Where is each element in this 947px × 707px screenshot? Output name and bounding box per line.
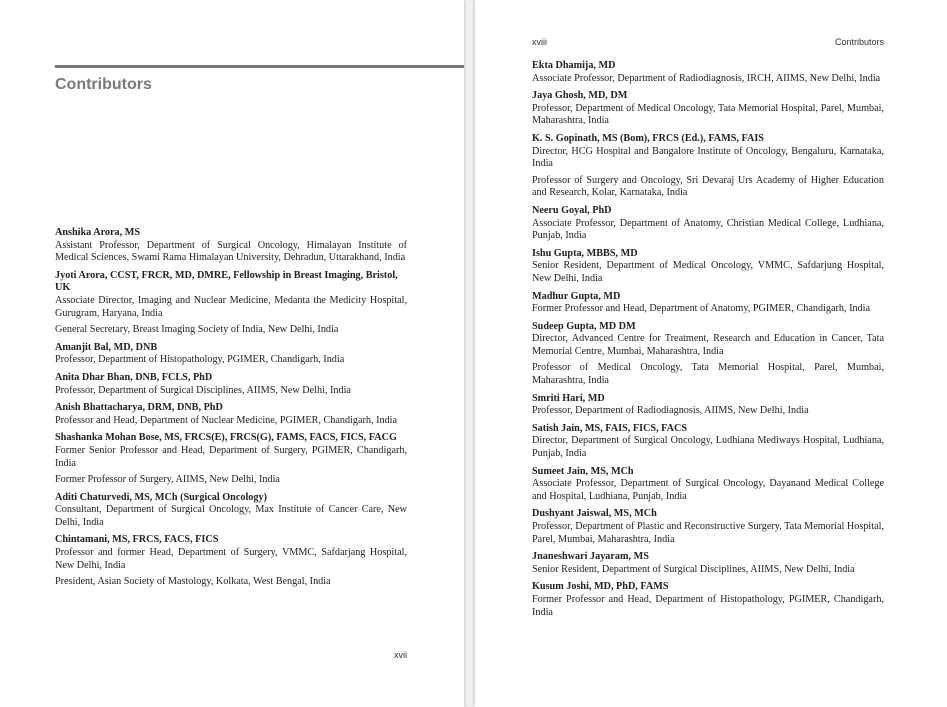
title-rule: [55, 65, 464, 68]
contributor-affiliation: Director, HCG Hospital and Bangalore Institute of Oncology, Bengaluru, Karnataka, India: [532, 145, 884, 170]
contributor-entry: [532, 291, 884, 316]
contributor-entry: [532, 321, 884, 388]
contributor-name: K. S. Gopinath, MS (Bom), FRCS (Ed.), FAMS, FAIS: [532, 132, 764, 144]
contributor-name: Kusum Joshi, MD, PhD, FAMS: [532, 581, 669, 593]
contributor-entry: [532, 248, 884, 286]
contributor-entry: [55, 342, 407, 367]
contributor-entry: [55, 534, 407, 588]
contributor-name: Jnaneshwari Jayaram, MS: [532, 551, 649, 563]
contributor-name: Smriti Hari, MD: [532, 392, 605, 404]
contributor-entry: [532, 466, 884, 504]
contributor-name: Ekta Dhamija, MD: [532, 60, 616, 71]
running-head: Contributors: [834, 37, 884, 47]
contributor-affiliation: Professor, Department of Radiodiagnosis, AIIMS, New Delhi, India: [532, 405, 809, 417]
page-number: xvii: [394, 650, 407, 660]
contributor-entry: [532, 205, 884, 243]
contributor-affiliation: Director, Advanced Centre for Treatment, Research and Education in Cancer, Tata Memorial Centre, Mumbai, Maharashtra, India: [532, 333, 884, 357]
contributor-affiliation: General Secretary, Breast Imaging Society of India, New Delhi, India: [55, 324, 339, 336]
right-page: [475, 0, 947, 707]
contributor-name: Anita Dhar Bhan, DNB, FCLS, PhD: [55, 371, 213, 383]
contributor-name: Satish Jain, MS, FAIS, FICS, FACS: [532, 422, 688, 434]
contributor-affiliation: Director, Department of Surgical Oncology, Ludhiana Mediways Hospital, Ludhiana, Punjab, India: [532, 435, 884, 460]
contributor-name: Jaya Ghosh, MD, DM: [532, 90, 628, 102]
contributor-name: Shashanka Mohan Bose, MS, FRCS(E), FRCS(G), FAMS, FACS, FICS, FACG: [55, 432, 397, 444]
contributor-affiliation: Professor of Medical Oncology, Tata Memorial Hospital, Parel, Mumbai, Maharashtra, India: [532, 362, 884, 387]
contributor-entry: [532, 133, 884, 200]
contributor-name: Amanjit Bal, MD, DNB: [55, 341, 158, 353]
contributor-entry: [532, 90, 884, 128]
left-page: [0, 0, 464, 707]
contributor-name: Jyoti Arora, CCST, FRCR, MD, DMRE, Fellowship in Breast Imaging, Bristol, UK: [55, 269, 398, 294]
contributor-name: Anish Bhattacharya, DRM, DNB, PhD: [55, 402, 223, 414]
contributor-affiliation: President, Asian Society of Mastology, Kolkata, West Bengal, India: [55, 576, 331, 588]
contributor-affiliation: Associate Professor, Department of Radiodiagnosis, IRCH, AIIMS, New Delhi, India: [532, 72, 881, 84]
contributor-list-left: [55, 227, 407, 594]
contributor-name: Dushyant Jaiswal, MS, MCh: [532, 508, 657, 520]
contributor-affiliation: Associate Professor, Department of Surgical Oncology, Dayanand Medical College and Hospital, Ludhiana, Punjab, India: [532, 478, 884, 502]
contributor-entry: [55, 270, 407, 337]
contributor-affiliation: Professor, Department of Histopathology, PGIMER, Chandigarh, India: [55, 354, 345, 366]
contributor-entry: [55, 402, 407, 427]
contributor-affiliation: Consultant, Department of Surgical Oncology, Max Institute of Cancer Care, New Delhi, India: [55, 504, 407, 528]
contributor-entry: [55, 372, 407, 397]
contributor-list-right: [532, 60, 884, 624]
contributor-affiliation: Professor, Department of Surgical Disciplines, AIIMS, New Delhi, India: [55, 384, 351, 396]
contributor-affiliation: Associate Director, Imaging and Nuclear Medicine, Medanta the Medicity Hospital, Gurugram, Haryana, India: [55, 294, 407, 319]
contributor-name: Anshika Arora, MS: [55, 227, 141, 238]
page-number: xviii: [532, 37, 547, 47]
contributor-affiliation: Former Professor of Surgery, AIIMS, New Delhi, India: [55, 474, 280, 486]
contributor-affiliation: Associate Professor, Department of Anatomy, Christian Medical College, Ludhiana, Punjab, India: [532, 217, 884, 242]
contributor-name: Neeru Goyal, PhD: [532, 204, 612, 216]
contributor-entry: [532, 551, 884, 576]
contributor-affiliation: Professor and former Head, Department of Surgery, VMMC, Safdarjang Hospital, New Delhi, India: [55, 547, 407, 571]
contributor-name: Madhur Gupta, MD: [532, 290, 621, 302]
contributor-affiliation: Assistant Professor, Department of Surgical Oncology, Himalayan Institute of Medical Sciences, Swami Rama Himalayan University, Dehradun, Uttarakhand, India: [55, 239, 407, 264]
contributor-name: Aditi Chaturvedi, MS, MCh (Surgical Oncology): [55, 491, 267, 503]
contributor-name: Sudeep Gupta, MD DM: [532, 320, 636, 332]
contributor-entry: [532, 581, 884, 619]
contributor-entry: [532, 423, 884, 461]
contributor-affiliation: Senior Resident, Department of Surgical Disciplines, AIIMS, New Delhi, India: [532, 563, 855, 575]
contributor-entry: [532, 393, 884, 418]
contributor-affiliation: Professor, Department of Medical Oncology, Tata Memorial Hospital, Parel, Mumbai, Maharashtra, India: [532, 102, 884, 127]
contributor-affiliation: Former Senior Professor and Head, Department of Surgery, PGIMER, Chandigarh, India: [55, 444, 407, 469]
contributor-name: Chintamani, MS, FRCS, FACS, FICS: [55, 534, 219, 546]
page-title: Contributors: [55, 76, 152, 93]
contributor-entry: [532, 60, 884, 85]
contributor-affiliation: Senior Resident, Department of Medical Oncology, VMMC, Safdarjung Hospital, New Delhi, India: [532, 260, 884, 284]
contributor-name: Sumeet Jain, MS, MCh: [532, 465, 634, 477]
contributor-affiliation: Former Professor and Head, Department of Histopathology, PGIMER, Chandigarh, India: [532, 593, 884, 618]
contributor-name: Ishu Gupta, MBBS, MD: [532, 247, 638, 259]
contributor-entry: [55, 227, 407, 265]
contributor-affiliation: Professor, Department of Plastic and Reconstructive Surgery, Tata Memorial Hospital, Parel, Mumbai, Maharashtra, India: [532, 521, 884, 545]
contributor-entry: [55, 432, 407, 486]
contributor-affiliation: Professor of Surgery and Oncology, Sri Devaraj Urs Academy of Higher Education and Research, Kolar, Karnataka, India: [532, 174, 884, 199]
contributor-affiliation: Professor and Head, Department of Nuclear Medicine, PGIMER, Chandigarh, India: [55, 414, 398, 426]
contributor-entry: [55, 492, 407, 530]
contributor-entry: [532, 508, 884, 546]
contributor-affiliation: Former Professor and Head, Department of Anatomy, PGIMER, Chandigarh, India: [532, 303, 871, 315]
